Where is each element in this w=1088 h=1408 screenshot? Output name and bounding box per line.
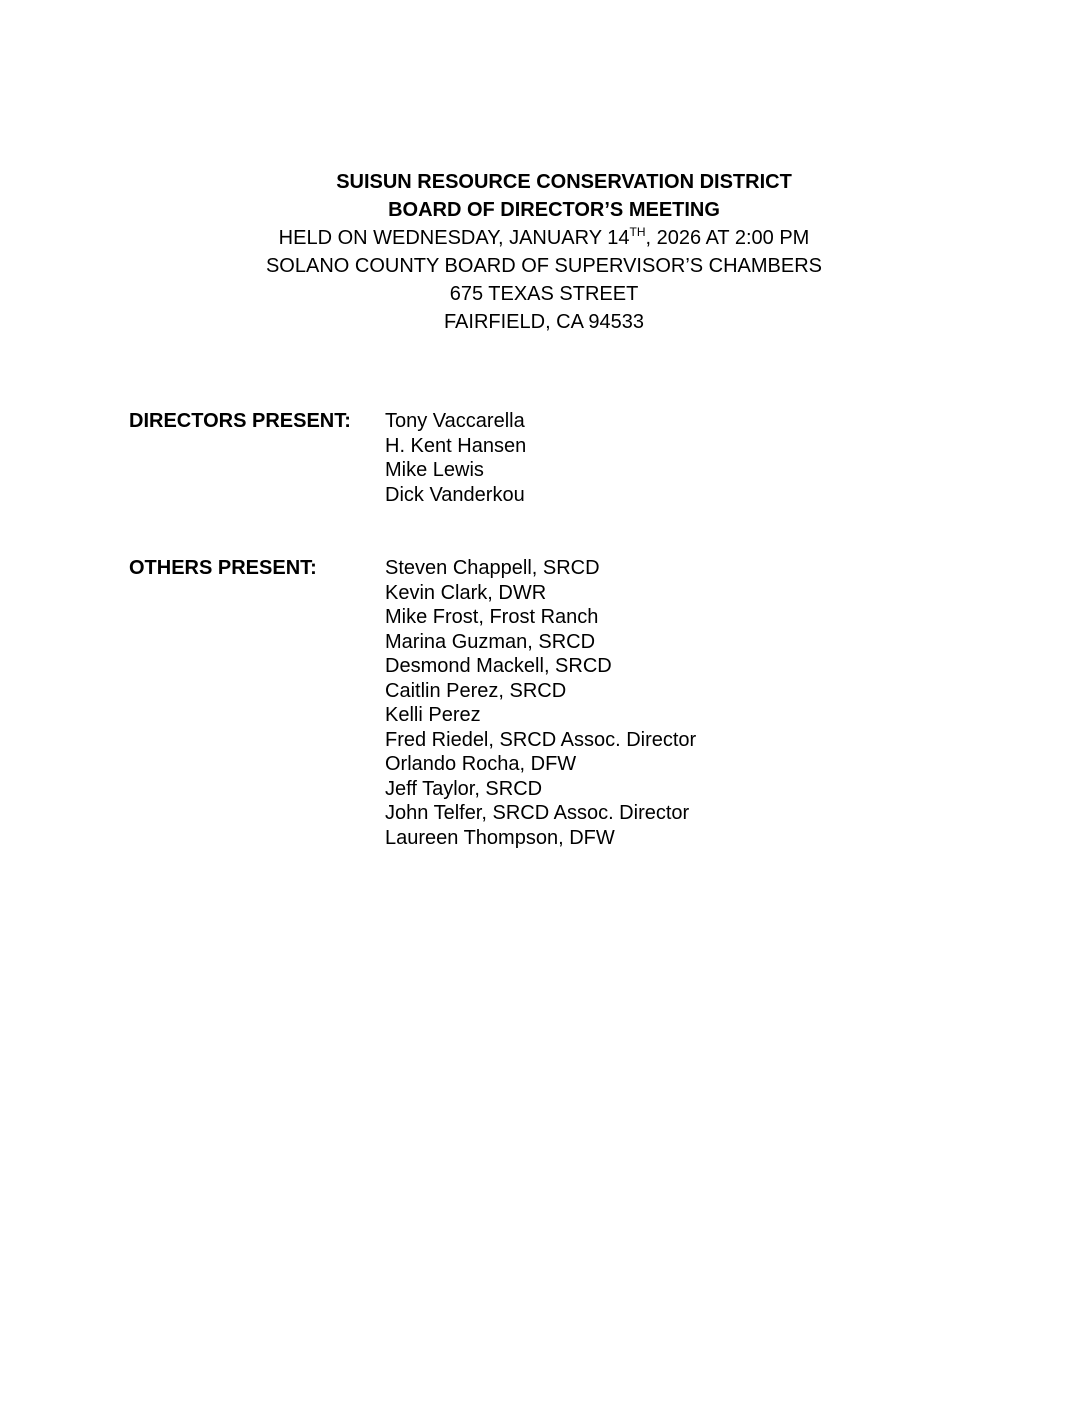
others-present-label: OTHERS PRESENT: bbox=[129, 557, 317, 579]
list-item: Laureen Thompson, DFW bbox=[385, 826, 615, 849]
list-item: Caitlin Perez, SRCD bbox=[385, 679, 567, 702]
list-item: Desmond Mackell, SRCD bbox=[385, 655, 612, 677]
list-item: Steven Chappell, SRCD bbox=[385, 557, 600, 579]
meeting-title: BOARD OF DIRECTOR’S MEETING bbox=[388, 199, 720, 221]
list-item: Dick Vanderkou bbox=[385, 483, 525, 506]
directors-list bbox=[385, 409, 526, 507]
list-item: Mike Frost, Frost Ranch bbox=[385, 606, 599, 628]
list-item: Kelli Perez bbox=[385, 704, 481, 726]
district-name: SUISUN RESOURCE CONSERVATION DISTRICT bbox=[336, 171, 792, 193]
list-item: Marina Guzman, SRCD bbox=[385, 630, 596, 653]
meeting-date-text: HELD ON WEDNESDAY, JANUARY 14 bbox=[278, 227, 630, 249]
list-item: John Telfer, SRCD Assoc. Director bbox=[385, 802, 690, 824]
list-item: Jeff Taylor, SRCD bbox=[385, 777, 543, 800]
ordinal-suffix: TH bbox=[629, 225, 646, 239]
list-item: Tony Vaccarella bbox=[385, 410, 525, 432]
meeting-date bbox=[0, 224, 1088, 252]
list-item: Kevin Clark, DWR bbox=[385, 581, 547, 604]
meeting-street: 675 TEXAS STREET bbox=[449, 283, 639, 305]
meeting-city: FAIRFIELD, CA 94533 bbox=[443, 311, 645, 333]
list-item: H. Kent Hansen bbox=[385, 434, 527, 457]
meeting-date-rest: , 2026 AT 2:00 PM bbox=[645, 227, 810, 249]
others-list bbox=[385, 556, 696, 850]
list-item: Orlando Rocha, DFW bbox=[385, 753, 577, 775]
list-item: Mike Lewis bbox=[385, 459, 484, 481]
directors-present-label: DIRECTORS PRESENT: bbox=[129, 410, 351, 432]
list-item: Fred Riedel, SRCD Assoc. Director bbox=[385, 728, 697, 751]
meeting-venue: SOLANO COUNTY BOARD OF SUPERVISOR’S CHAMBERS bbox=[265, 255, 823, 277]
